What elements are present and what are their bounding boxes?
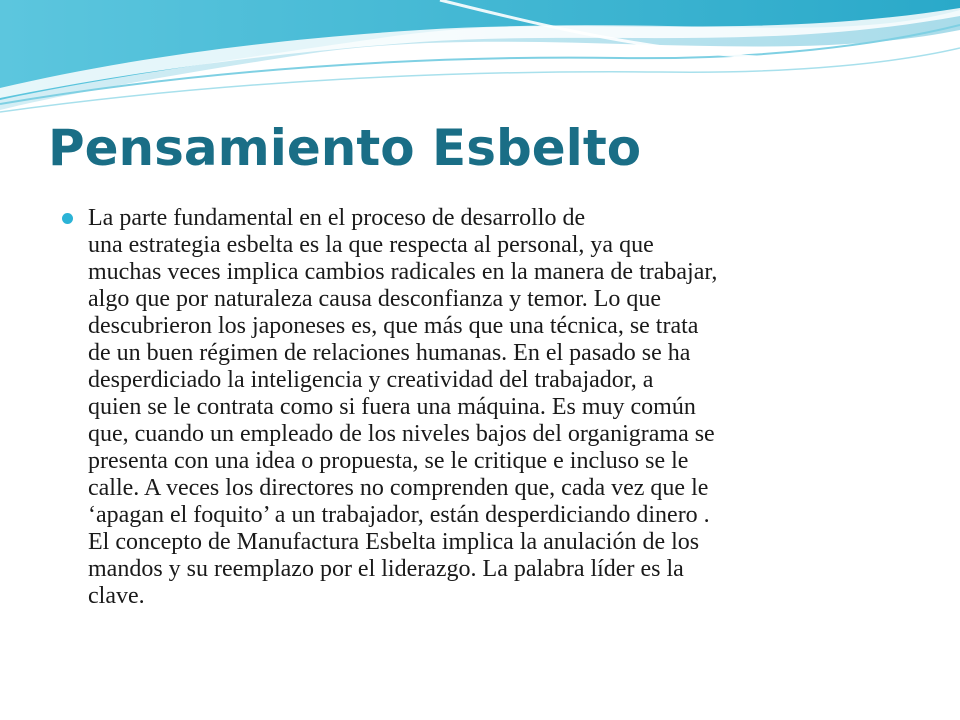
bullet-line: de un buen régimen de relaciones humanas. En el pasado se ha: [88, 340, 691, 366]
bullet-line: calle. A veces los directores no comprenden que, cada vez que le: [88, 475, 709, 501]
header-wave-decoration: [0, 0, 960, 130]
bullet-line: muchas veces implica cambios radicales en la manera de trabajar,: [88, 259, 718, 285]
bullet-icon: [62, 213, 73, 224]
bullet-line: El concepto de Manufactura Esbelta implica la anulación de los: [88, 529, 700, 555]
bullet-line: algo que por naturaleza causa desconfianza y temor. Lo que: [88, 286, 662, 312]
slide-body: [62, 205, 922, 610]
bullet-line: descubrieron los japoneses es, que más que una técnica, se trata: [88, 313, 699, 339]
bullet-line: La parte fundamental en el proceso de desarrollo de: [88, 205, 586, 231]
bullet-line: quien se le contrata como si fuera una máquina. Es muy común: [88, 394, 696, 420]
bullet-line: una estrategia esbelta es la que respecta al personal, ya que: [88, 232, 654, 258]
bullet-item: [62, 205, 922, 610]
bullet-line: clave.: [88, 583, 145, 609]
bullet-line: desperdiciado la inteligencia y creatividad del trabajador, a: [88, 367, 654, 393]
bullet-line: presenta con una idea o propuesta, se le critique e incluso se le: [88, 448, 689, 474]
bullet-line: ‘apagan el foquito’ a un trabajador, están desperdiciando dinero .: [88, 502, 710, 528]
bullet-line: que, cuando un empleado de los niveles bajos del organigrama se: [88, 421, 715, 447]
bullet-line: mandos y su reemplazo por el liderazgo. La palabra líder es la: [88, 556, 684, 582]
bullet-text: [88, 205, 922, 610]
slide-title: Pensamiento Esbelto: [48, 119, 642, 177]
